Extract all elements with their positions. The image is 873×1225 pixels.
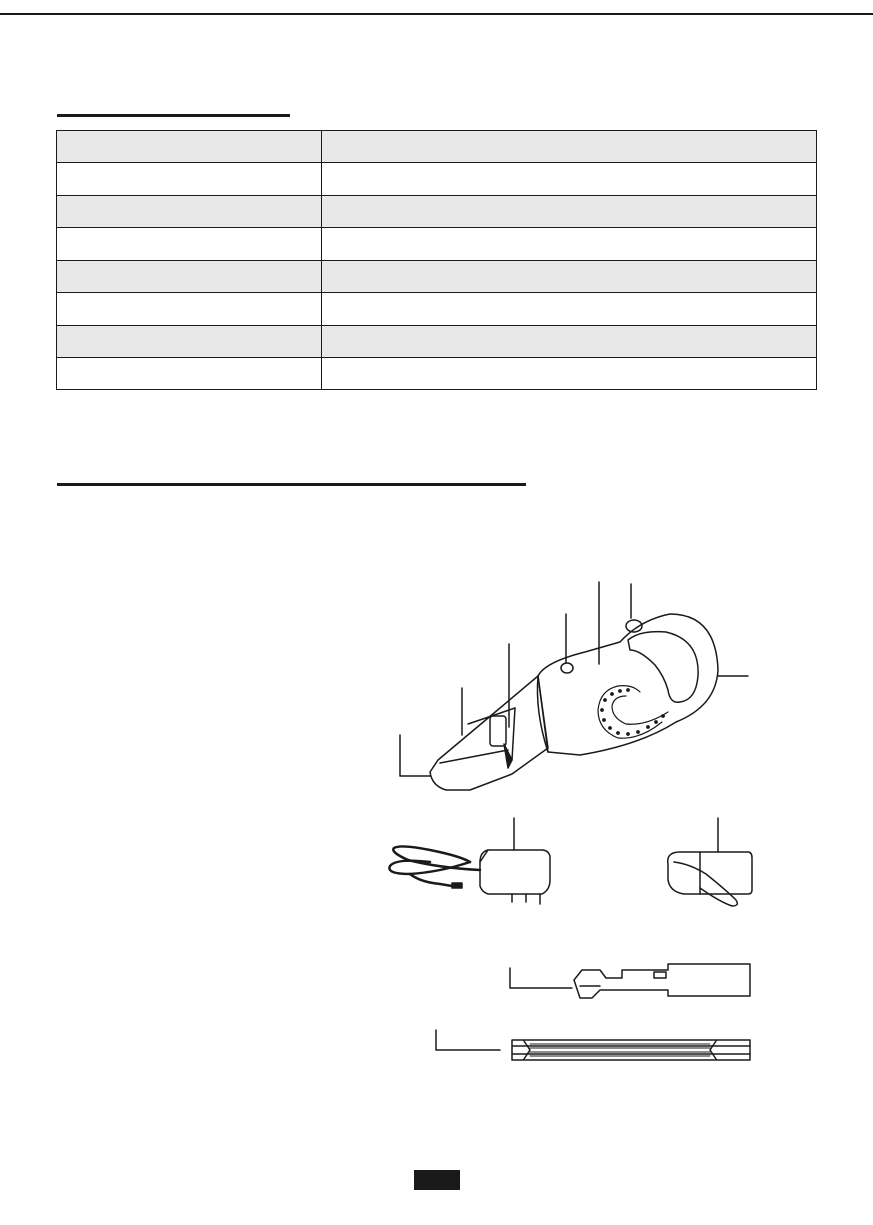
release-latch xyxy=(490,716,506,746)
page-number-tab xyxy=(414,1170,460,1190)
charging-adapter-illustration xyxy=(389,818,550,904)
power-button-icon xyxy=(561,663,573,673)
vent-ring-icon xyxy=(598,686,668,739)
handheld-vacuum-illustration xyxy=(400,582,748,790)
battery-pack-illustration xyxy=(668,818,752,906)
crevice-nozzle-illustration xyxy=(436,1030,750,1060)
brush-attachment-illustration xyxy=(510,964,750,998)
